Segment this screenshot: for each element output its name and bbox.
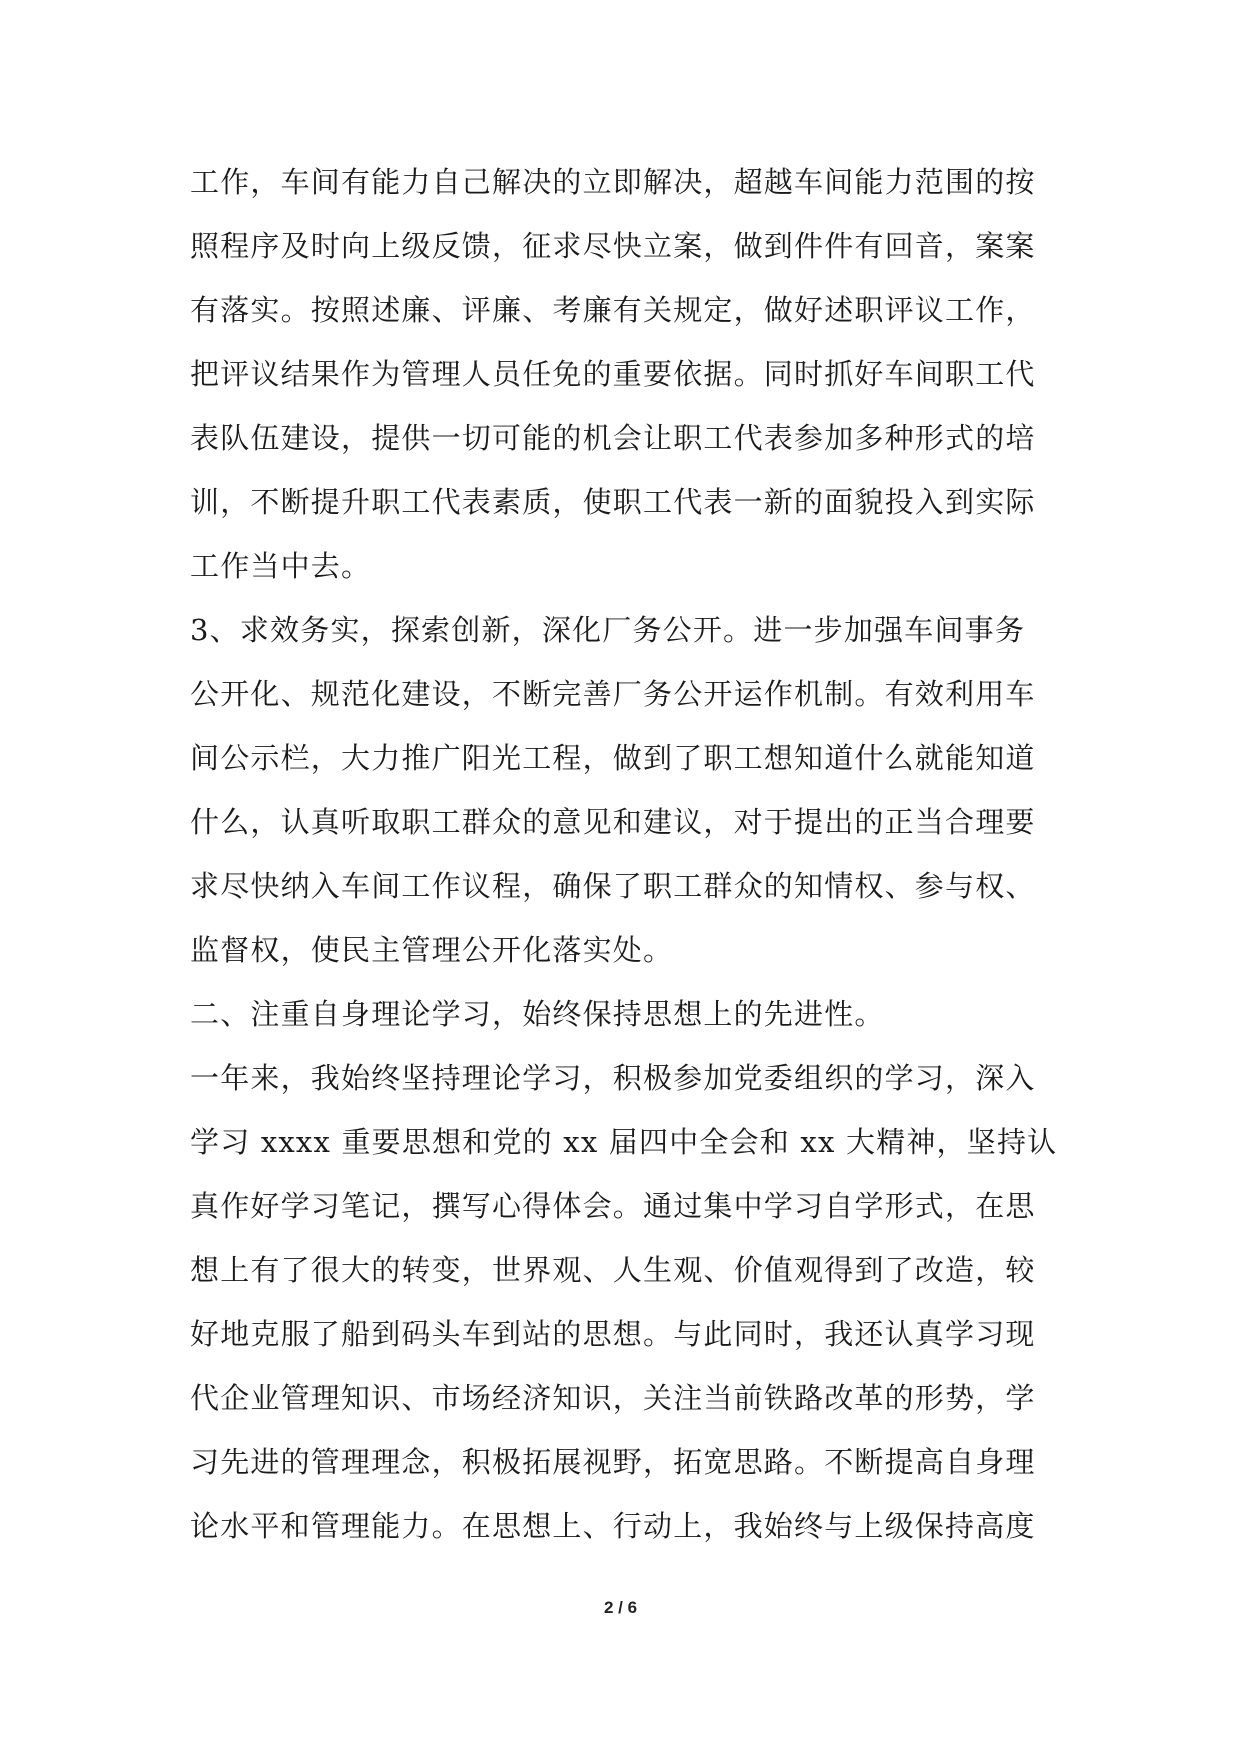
text-line: 公开化、规范化建设，不断完善厂务公开运作机制。有效利用车	[190, 677, 1036, 711]
text-line: 有落实。按照述廉、评廉、考廉有关规定，做好述职评议工作，	[190, 293, 1036, 327]
text-line: 间公示栏，大力推广阳光工程，做到了职工想知道什么就能知道	[190, 741, 1036, 775]
text-line: 求尽快纳入车间工作议程，确保了职工群众的知情权、参与权、	[190, 869, 1036, 903]
text-line: 好地克服了船到码头车到站的思想。与此同时，我还认真学习现	[190, 1317, 1036, 1351]
text-line: 真作好学习笔记，撰写心得体会。通过集中学习自学形式，在思	[190, 1189, 1036, 1223]
text-line: 把评议结果作为管理人员任免的重要依据。同时抓好车间职工代	[190, 357, 1036, 391]
section-heading: 二、注重自身理论学习，始终保持思想上的先进性。	[190, 997, 885, 1031]
text-line: 工作，车间有能力自己解决的立即解决，超越车间能力范围的按	[190, 165, 1036, 199]
text-line: 训，不断提升职工代表素质，使职工代表一新的面貌投入到实际	[190, 485, 1036, 519]
text-line: 一年来，我始终坚持理论学习，积极参加党委组织的学习，深入	[190, 1061, 1036, 1095]
text-line: 监督权，使民主管理公开化落实处。	[190, 933, 674, 967]
text-line: 照程序及时向上级反馈，征求尽快立案，做到件件有回音，案案	[190, 229, 1036, 263]
page-number: 2 / 6	[603, 1598, 638, 1617]
text-line: 什么，认真听取职工群众的意见和建议，对于提出的正当合理要	[190, 805, 1036, 839]
text-line: 3、求效务实，探索创新，深化厂务公开。进一步加强车间事务	[190, 613, 1026, 647]
document-body	[190, 150, 1070, 1558]
text-line: 学习 xxxx 重要思想和党的 xx 届四中全会和 xx 大精神，坚持认	[190, 1125, 1058, 1159]
text-line: 论水平和管理能力。在思想上、行动上，我始终与上级保持高度	[190, 1509, 1036, 1543]
text-line: 习先进的管理理念，积极拓展视野，拓宽思路。不断提高自身理	[190, 1445, 1036, 1479]
text-line: 表队伍建设，提供一切可能的机会让职工代表参加多种形式的培	[190, 421, 1036, 455]
text-line: 想上有了很大的转变，世界观、人生观、价值观得到了改造，较	[190, 1253, 1036, 1287]
text-line: 代企业管理知识、市场经济知识，关注当前铁路改革的形势，学	[190, 1381, 1036, 1415]
text-line: 工作当中去。	[190, 549, 372, 583]
